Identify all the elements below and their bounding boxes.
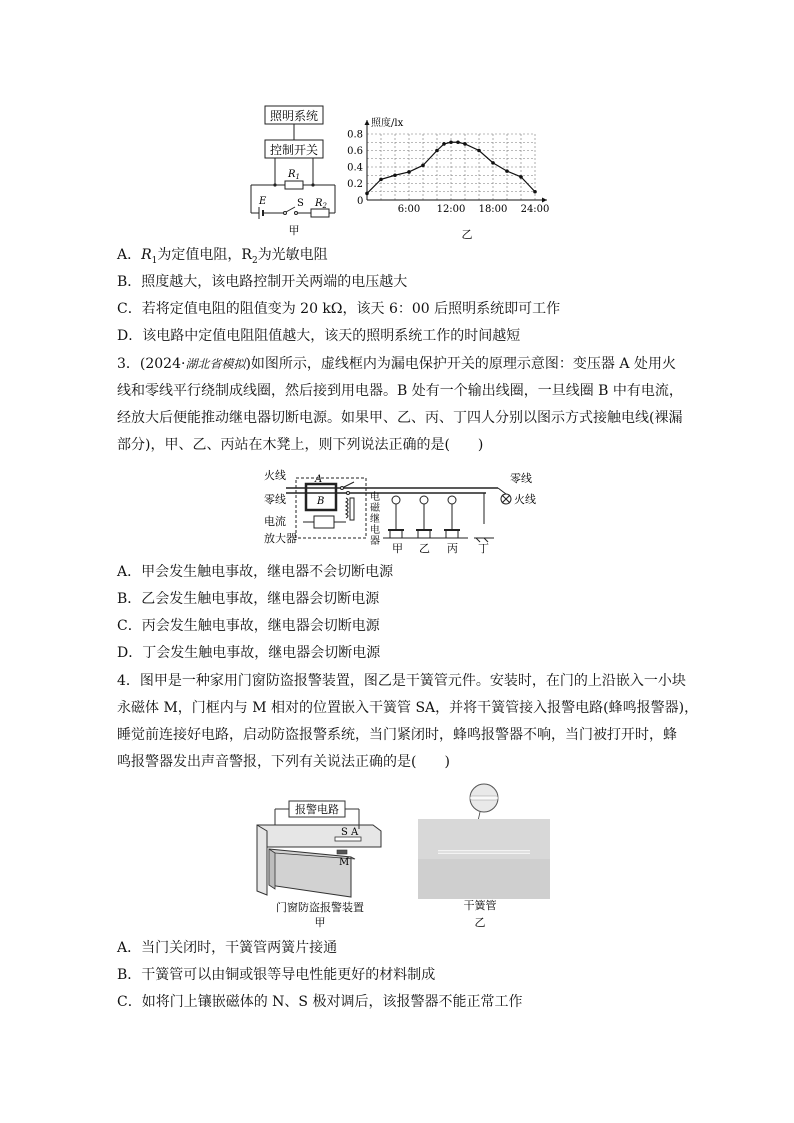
label-ding: 丁 bbox=[478, 542, 489, 555]
q2-option-b: B．照度越大，该电路控制开关两端的电压越大 bbox=[117, 274, 408, 290]
control-switch-label: 控制开关 bbox=[269, 143, 319, 157]
person-bing bbox=[444, 496, 460, 538]
q4-stem-line-4: 鸣报警器发出声音警报，下列有关说法正确的是( ) bbox=[117, 754, 450, 770]
data-point bbox=[477, 149, 481, 153]
circuit-caption: 甲 bbox=[288, 224, 300, 237]
q4-option-c: C．如将门上镶嵌磁体的 N、S 极对调后，该报警器不能正常工作 bbox=[117, 994, 523, 1010]
svg-text:继: 继 bbox=[370, 514, 380, 525]
zero-wire-label-left: 零线 bbox=[264, 493, 286, 506]
label-yi: 乙 bbox=[419, 542, 430, 555]
y-axis-title: 照度/lx bbox=[371, 118, 404, 129]
data-point bbox=[435, 149, 439, 153]
magnet-m bbox=[337, 850, 347, 854]
fire-wire-label-left: 火线 bbox=[264, 469, 286, 482]
data-point bbox=[393, 173, 397, 177]
switch-s bbox=[286, 207, 295, 212]
reed-caption-b: 乙 bbox=[474, 916, 486, 929]
data-point bbox=[449, 140, 453, 144]
data-point bbox=[505, 169, 509, 173]
x-tick-label: 12:00 bbox=[436, 204, 466, 215]
zero-wire-label-right: 零线 bbox=[510, 472, 532, 485]
data-point bbox=[407, 170, 411, 174]
relay-label bbox=[370, 490, 381, 547]
data-point bbox=[421, 164, 425, 168]
data-point bbox=[379, 178, 383, 182]
origin-label: 0 bbox=[357, 196, 364, 207]
data-point bbox=[463, 142, 467, 146]
q4-stem-line-2: 永磁体 M，门框内与 M 相对的位置嵌入干簧管 SA，并将干簧管接入报警电路(蜂鸣报警器)， bbox=[117, 700, 699, 716]
q3-stem-line-4: 部分)，甲、乙、丙站在木凳上，则下列说法正确的是( ) bbox=[117, 437, 484, 453]
label-bing: 丙 bbox=[447, 542, 458, 555]
label-jia: 甲 bbox=[392, 542, 403, 555]
control-circuit-diagram bbox=[245, 100, 345, 240]
q4-option-b: B．干簧管可以由铜或银等导电性能更好的材料制成 bbox=[117, 967, 436, 983]
y-axis-arrow bbox=[365, 120, 370, 125]
resistor-r2 bbox=[311, 209, 329, 217]
svg-text:器: 器 bbox=[370, 536, 380, 547]
sa-label: S A bbox=[341, 827, 359, 838]
x-tick-label: 18:00 bbox=[478, 204, 508, 215]
coil-a-label: A bbox=[315, 474, 323, 485]
q2-option-a: A．$R_1$为定值电阻，$R_2$为光敏电阻 bbox=[117, 247, 328, 266]
lighting-system-label: 照明系统 bbox=[269, 109, 319, 123]
q2-option-c: C．若将定值电阻的阻值变为 20 kΩ，该天 6：00 后照明系统即可工作 bbox=[117, 301, 561, 317]
data-point bbox=[442, 142, 446, 146]
alarm-circuit-label: 报警电路 bbox=[295, 803, 339, 816]
reed-switch-photo bbox=[418, 783, 550, 933]
resistor-r1 bbox=[285, 181, 303, 189]
amplifier-label-1: 电流 bbox=[264, 515, 286, 528]
data-point bbox=[365, 192, 369, 196]
amplifier-box bbox=[314, 516, 334, 528]
s-label: S bbox=[297, 198, 304, 209]
x-axis-arrow bbox=[542, 198, 547, 203]
q4-stem-line-1: 4．图甲是一种家用门窗防盗报警装置，图乙是干簧管元件。安装时，在门的上沿嵌入一小块 bbox=[117, 673, 686, 689]
data-point bbox=[519, 175, 523, 179]
person-yi bbox=[416, 496, 432, 538]
fire-wire-label-right: 火线 bbox=[514, 493, 536, 506]
svg-text:电: 电 bbox=[370, 492, 380, 503]
svg-text:电: 电 bbox=[370, 525, 380, 536]
q3-option-d: D．丁会发生触电事故，继电器会切断电源 bbox=[117, 645, 381, 661]
y-tick-label: 0.2 bbox=[347, 179, 363, 190]
x-tick-label: 6:00 bbox=[397, 204, 421, 215]
amplifier-label-2: 放大器 bbox=[264, 532, 297, 545]
q3-option-c: C．丙会发生触电事故，继电器会切断电源 bbox=[117, 618, 380, 634]
illuminance-chart bbox=[345, 112, 555, 240]
fig4-caption-a: 门窗防盗报警装置 bbox=[276, 901, 364, 914]
q3-stem-line-1: 3．(2024·湖北省模拟)如图所示，虚线框内为漏电保护开关的原理示意图：变压器 A 处用火 bbox=[117, 356, 676, 372]
r1-label: $R_1$ bbox=[288, 169, 300, 181]
coil-b-label: B bbox=[317, 496, 325, 507]
fig4-caption-b: 甲 bbox=[314, 916, 326, 929]
y-tick-label: 0.4 bbox=[347, 162, 363, 174]
leakage-protector-diagram bbox=[258, 468, 548, 556]
data-point bbox=[491, 161, 495, 165]
q3-stem-line-3: 经放大后便能推动继电器切断电源。如果甲、乙、丙、丁四人分别以图示方式接触电线(裸漏 bbox=[117, 410, 683, 426]
person-ding bbox=[474, 493, 494, 542]
r2-label: $R_2$ bbox=[315, 198, 327, 210]
y-tick-label: 0.8 bbox=[347, 129, 363, 141]
svg-text:磁: 磁 bbox=[370, 503, 380, 514]
q4-stem-line-3: 睡觉前连接好电路，启动防盗报警系统，当门紧闭时，蜂鸣报警器不响，当门被打开时，蜂 bbox=[117, 727, 677, 743]
person-jia bbox=[388, 496, 404, 538]
q3-option-b: B．乙会发生触电事故，继电器会切断电源 bbox=[117, 591, 380, 607]
door-alarm-diagram bbox=[245, 795, 395, 930]
x-tick-label: 24:00 bbox=[520, 204, 550, 215]
q3-option-a: A．甲会发生触电事故，继电器不会切断电源 bbox=[117, 564, 394, 580]
m-label: M bbox=[339, 857, 350, 868]
reed-caption-a: 干簧管 bbox=[463, 899, 497, 912]
data-point bbox=[533, 190, 537, 194]
e-label: E bbox=[259, 196, 267, 207]
q4-option-a: A．当门关闭时，干簧管两簧片接通 bbox=[117, 940, 338, 956]
y-tick-label: 0.6 bbox=[347, 146, 363, 157]
chart-caption: 乙 bbox=[461, 228, 473, 240]
data-point bbox=[456, 140, 460, 144]
relay-coil bbox=[346, 498, 348, 518]
q3-stem-line-2: 线和零线平行绕制成线圈，然后接到用电器。B 处有一个输出线圈，一旦线圈 B 中有电流， bbox=[117, 383, 683, 399]
q2-option-d: D．该电路中定值电阻阻值越大，该天的照明系统工作的时间越短 bbox=[117, 328, 521, 344]
